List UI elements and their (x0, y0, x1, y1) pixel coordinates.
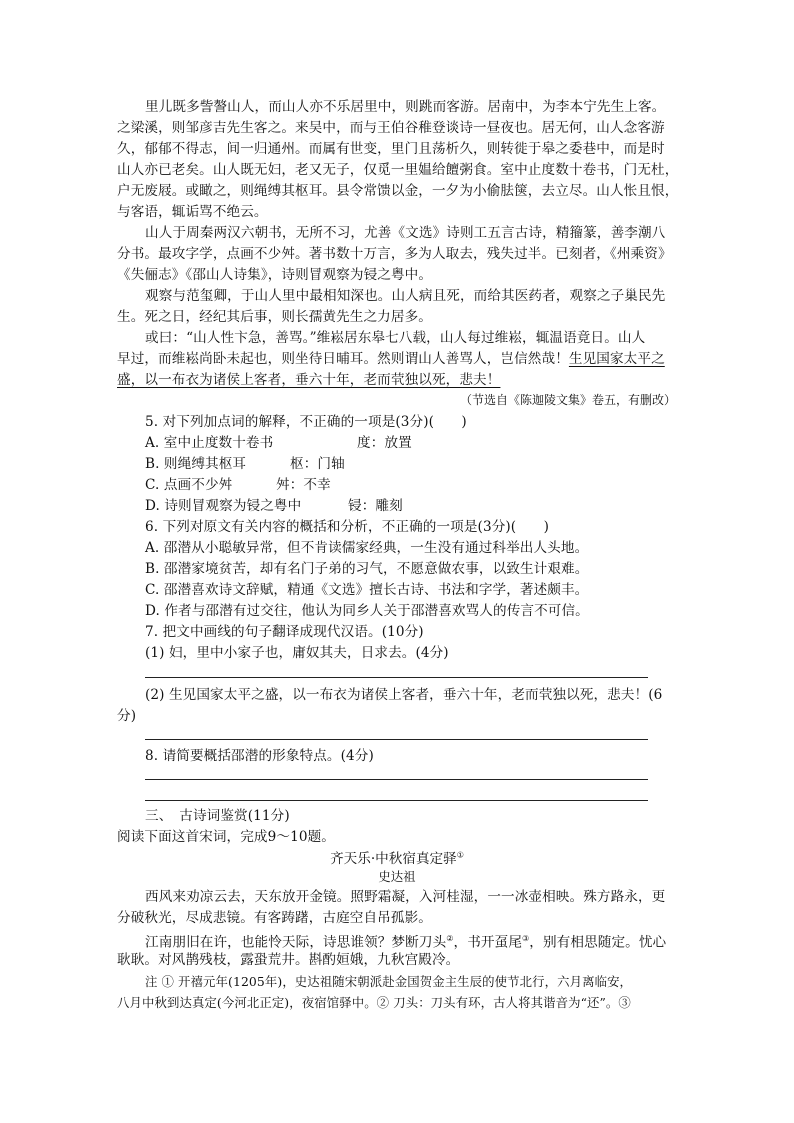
passage-text: 早过，而维崧尚卧未起也，则坐待日晡耳。然则谓山人善骂人，岂信然哉！ (117, 351, 569, 367)
answer-line[interactable] (145, 779, 648, 780)
answer-line[interactable] (145, 800, 648, 801)
question-5-option-d: D. 诗则冒观察为锓之粤中 锓：雕刻 (145, 498, 403, 514)
passage-line: 分书。最攻字学，点画不少舛。著书数十万言，多为人取去，残失过半。已刻者，《州乘资》 (117, 246, 672, 262)
poem-author: 史达祖 (378, 869, 416, 884)
underlined-sentence: 生见国家太平之 (568, 351, 665, 367)
question-5-option-a: A. 室中止度数十卷书 度：放置 (145, 435, 412, 451)
question-5-stem: 5. 对下列加点词的解释，不正确的一项是(3分)( ) (145, 414, 467, 430)
question-5-option-c: C. 点画不少舛 舛：不幸 (145, 477, 331, 493)
passage-line: 或曰：“山人性卞急，善骂。”维崧居东皋七八载，山人每过维崧，辄温语竟日。山人 (145, 330, 646, 346)
passage-line: 之梁溪，则邹彦吉先生客之。来吴中，而与王伯谷稚登谈诗一昼夜也。居无何，山人念客游 (117, 120, 665, 136)
question-7-sentence-2: (2) 生见国家太平之盛，以一布衣为诸侯上客者，垂六十年，老而茕独以死，悲夫！(6 (145, 687, 663, 703)
poem-line: 西风来劝凉云去，天东放开金镜。照野霜凝，入河桂湿，一一冰壶相映。殊方路永，更 (145, 889, 666, 905)
passage-line: 《失俪志》《邵山人诗集》，诗则冒观察为锓之粤中。 (117, 267, 433, 283)
passage-line: 生。死之日，经纪其后事，则长孺黄先生之力居多。 (117, 309, 432, 325)
passage-line: 久，郁郁不得志，间一归通州。而属有世变，里门且荡析久，则转徙于皋之委巷中，而是时 (117, 141, 665, 157)
question-6-option-a: A. 邵潜从小聪敏异常，但不肯读儒家经典，一生没有通过科举出人头地。 (145, 540, 589, 556)
question-7-stem: 7. 把文中画线的句子翻译成现代汉语。(10分) (145, 624, 424, 640)
section-3-heading: 三、 古诗词鉴赏(11分) (145, 808, 290, 824)
question-6-stem: 6. 下列对原文有关内容的概括和分析，不正确的一项是(3分)( ) (145, 519, 549, 535)
passage-line: 户无废屐。或瞰之，则绳缚其枢耳。县令常馈以金，一夕为小偷胠箧，去立尽。山人怅且恨， (117, 183, 679, 199)
passage-source: （节选自《陈迦陵文集》卷五，有删改） (459, 393, 676, 407)
passage-line (117, 370, 500, 390)
poem-line: 江南朋旧在许，也能怜天际，诗思谁领？梦断刀头②，书开虿尾③，别有相思随定。忧心 (145, 934, 667, 951)
answer-line[interactable] (145, 677, 648, 678)
question-6-option-d: D. 作者与邵潜有过交往，他认为同乡人关于邵潜喜欢骂人的传言不可信。 (145, 603, 589, 619)
passage-line: 观察与范玺卿，于山人里中最相知深也。山人病且死，而给其医药者，观察之子巢民先 (145, 288, 666, 304)
passage-line: 山人于周秦两汉六朝书，无所不习，尤善《文选》诗则工五言古诗，精籀篆，善李潮八 (145, 225, 666, 241)
question-7-sentence-1: (1) 妇，里中小家子也，庸奴其夫，日求去。(4分) (145, 645, 449, 661)
poem-title: 齐天乐·中秋宿真定驿① (330, 850, 464, 867)
passage-line: 与客语，辄诟骂不绝云。 (117, 204, 268, 220)
poem-note: 注 ① 开禧元年(1205年)，史达祖随宋朝派赴金国贺金主生辰的使节北行，六月离临安， (145, 974, 633, 989)
question-8-stem: 8. 请简要概括邵潜的形象特点。(4分) (145, 748, 374, 764)
answer-line[interactable] (145, 739, 648, 740)
poem-line: 耿耿。对风鹊残枝，露蛩荒井。斟酌姮娥，九秋宫殿冷。 (117, 952, 460, 968)
passage-line: 里儿既多訾謷山人，而山人亦不乐居里中，则跳而客游。居南中，为李本宁先生上客。 (145, 99, 666, 115)
question-5-option-b: B. 则绳缚其枢耳 枢：门轴 (145, 456, 345, 472)
question-7-sentence-2-cont: 分) (117, 708, 137, 724)
passage-line (117, 349, 665, 369)
question-6-option-c: C. 邵潜喜欢诗文辞赋，精通《文选》擅长古诗、书法和字学，著述颇丰。 (145, 582, 589, 598)
poem-note: 八月中秋到达真定(今河北正定)，夜宿馆驿中。② 刀头：刀头有环，古人将其谐音为“还”。③ (117, 995, 631, 1010)
underlined-sentence: 盛，以一布衣为诸侯上客者，垂六十年，老而茕独以死，悲夫！ (117, 372, 501, 388)
poem-line: 分破秋光，尽成悲镜。有客踌躇，古庭空自吊孤影。 (117, 910, 432, 926)
passage-line: 山人亦已老矣。山人既无妇，老又无子，仅觅一里媪给饘粥食。室中止度数十卷书，门无杜， (117, 162, 679, 178)
question-6-option-b: B. 邵潜家境贫苦，却有名门子弟的习气，不愿意做农事，以致生计艰难。 (145, 561, 589, 577)
section-3-intro: 阅读下面这首宋词，完成9～10题。 (117, 829, 335, 845)
